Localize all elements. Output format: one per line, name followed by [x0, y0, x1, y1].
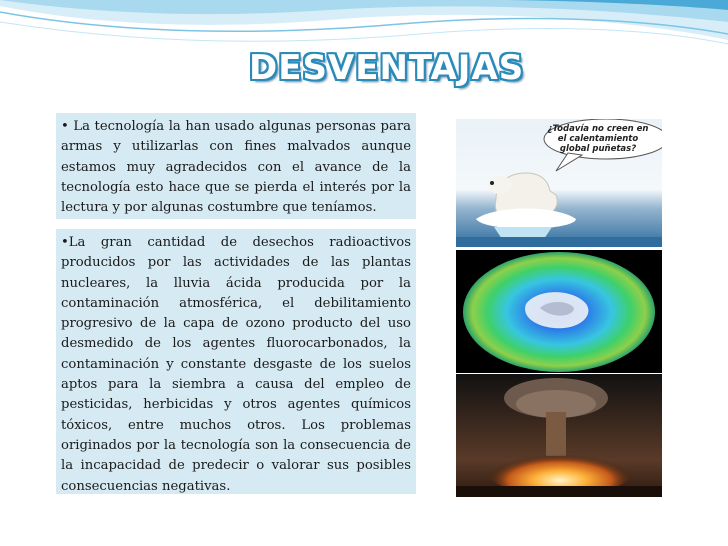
polar-bear-image: [456, 119, 662, 247]
nuclear-explosion-image: [456, 374, 662, 497]
bear-speech-bubble-text: ¿Todavía no creen en el calentamiento global puñetas?: [547, 124, 649, 154]
slide-title: DESVENTAJAS: [249, 48, 525, 88]
disadvantage-text-2: •La gran cantidad de desechos radioactivos producidos por las actividades de las plantas nucleares, la lluvia ácida producida por la contaminación atmosférica, el debilitamiento progresivo de la capa de ozono producto del uso desmedido de los agentes fluorocarbonados, la contaminación y constante desgaste de los suelos aptos para la siembra a causa del empleo de pesticidas, herbicidas y otros agentes químicos tóxicos, entre muchos otros. Los problemas originados por la tecnología son la consecuencia de la incapacidad de predecir o valorar sus posibles consecuencias negativas.: [56, 229, 416, 494]
ozone-hole-image: [456, 250, 662, 373]
disadvantage-text-1: • La tecnología la han usado algunas personas para armas y utilizarlas con fines malvados aunque estamos muy agradecidos con el avance de la tecnología esto hace que se pierda el interés por la lectura y por algunas costumbre que teníamos.: [56, 113, 416, 219]
